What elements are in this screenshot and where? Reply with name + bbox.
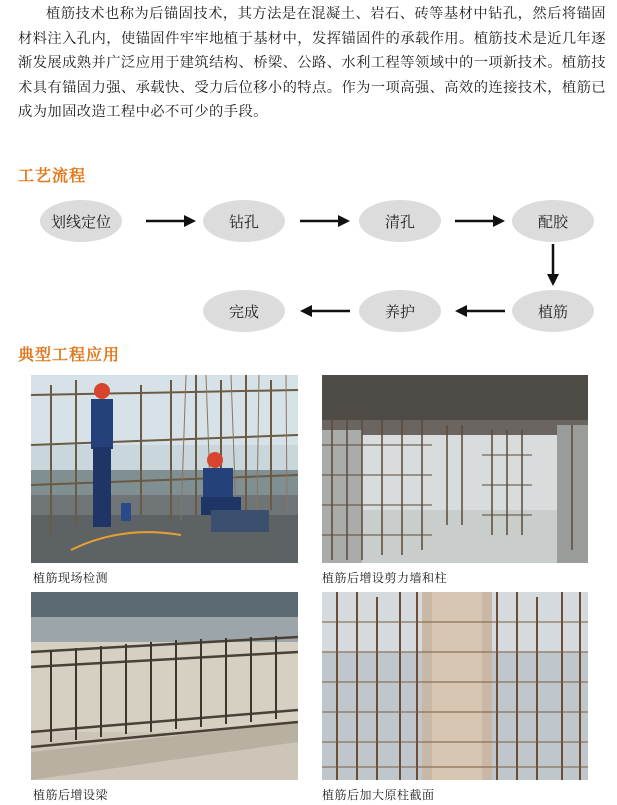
- flow-arrow-left-1: [455, 303, 505, 319]
- photo-shear-wall-columns: [322, 375, 588, 563]
- photo-site-testing: [31, 375, 298, 563]
- flow-step-hole-cleaning: 清孔: [359, 200, 441, 242]
- flow-arrow-right-3: [455, 213, 505, 229]
- caption-enlarged-column: 植筋后加大原柱截面: [322, 788, 435, 802]
- flow-arrow-left-2: [300, 303, 350, 319]
- caption-shear-wall-columns: 植筋后增设剪力墙和柱: [322, 571, 448, 585]
- caption-added-beam: 植筋后增设梁: [33, 788, 109, 802]
- process-title: 工艺流程: [18, 166, 87, 185]
- flow-step-curing: 养护: [359, 290, 441, 332]
- flow-step-drilling: 钻孔: [203, 200, 285, 242]
- flow-step-bar-planting: 植筋: [512, 290, 594, 332]
- intro-paragraph: 植筋技术也称为后锚固技术，其方法是在混凝土、岩石、砖等基材中钻孔，然后将锚固材料注入孔内，使锚固件牢牢地植于基材中，发挥锚固件的承载作用。植筋技术是近几年逐渐发展成熟并广泛应用于建筑结构、桥梁、公路、水利工程等领域中的一项新技术。植筋技术具有锚固力强、承载快、受力后位移小的特点。作为一项高强、高效的连接技术，植筋已成为加固改造工程中必不可少的手段。: [18, 6, 606, 121]
- photo-added-beam: [31, 592, 298, 780]
- flow-arrow-right-1: [146, 213, 196, 229]
- flow-arrow-right-2: [300, 213, 350, 229]
- photo-enlarged-column: [322, 592, 588, 780]
- flow-arrow-down: [545, 244, 561, 286]
- flow-step-glue-mixing: 配胶: [512, 200, 594, 242]
- caption-site-testing: 植筋现场检测: [33, 571, 109, 585]
- flow-step-complete: 完成: [203, 290, 285, 332]
- applications-title: 典型工程应用: [18, 345, 121, 364]
- flow-step-marking: 划线定位: [40, 200, 122, 242]
